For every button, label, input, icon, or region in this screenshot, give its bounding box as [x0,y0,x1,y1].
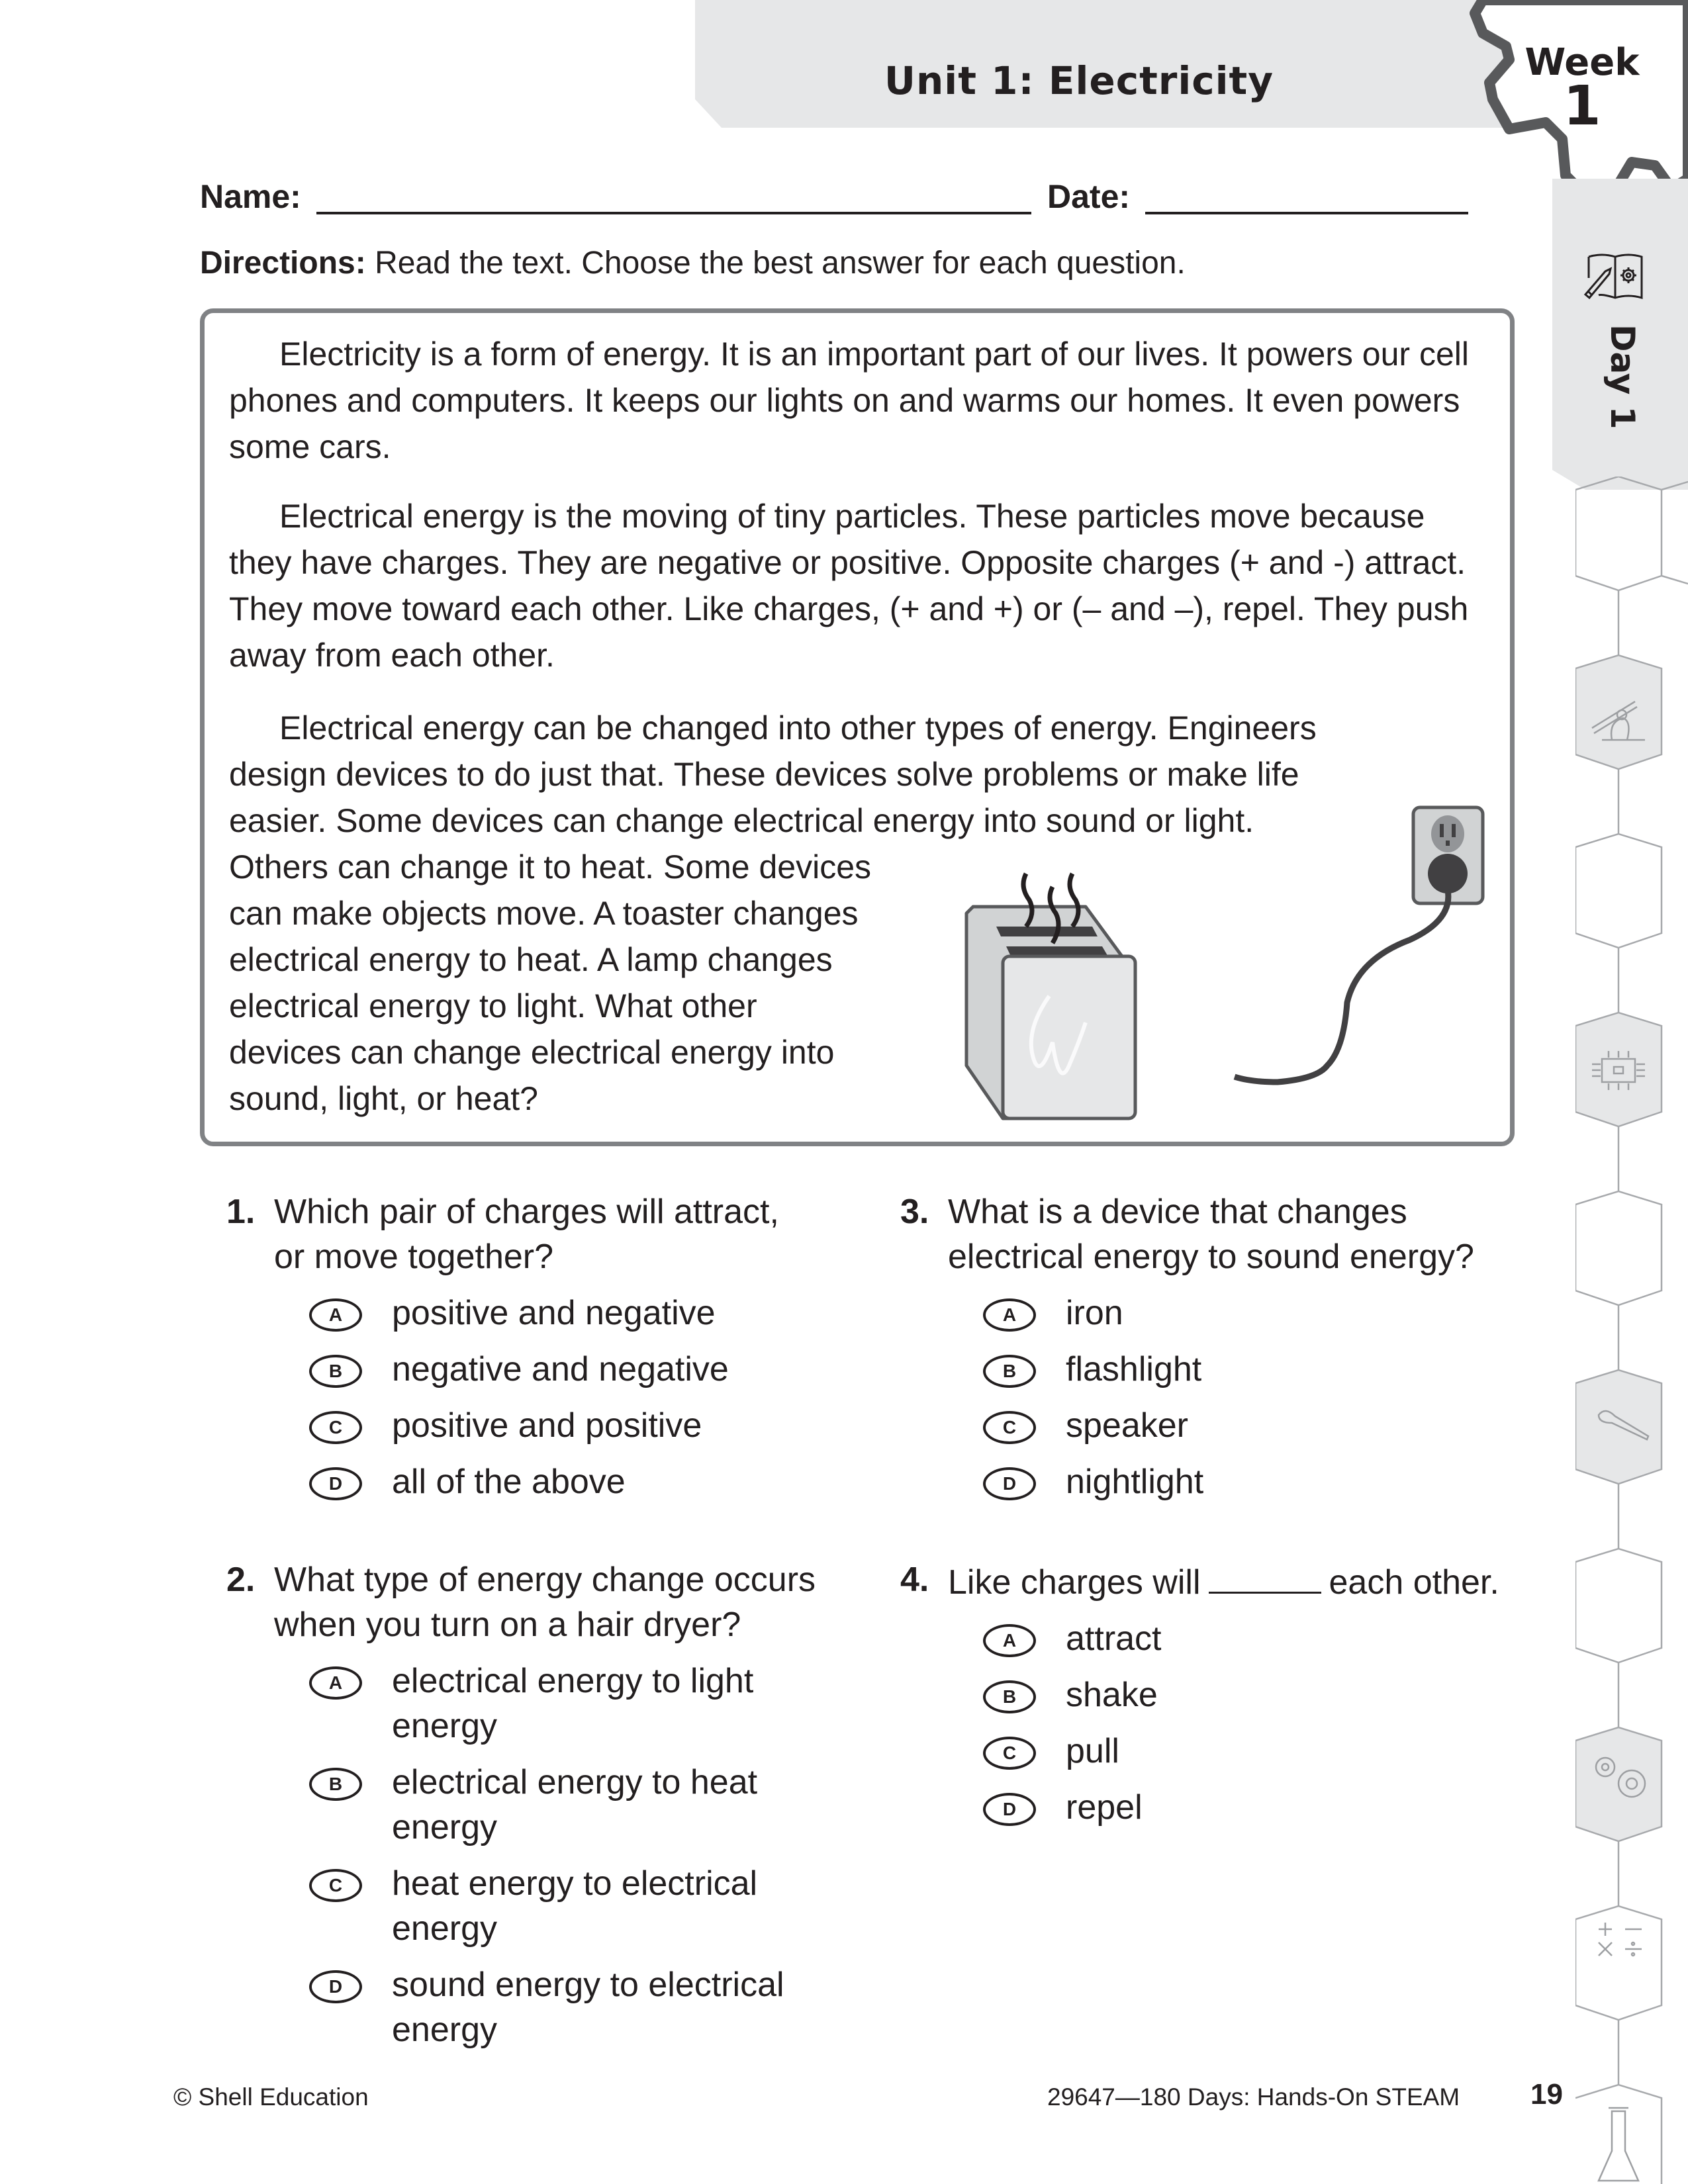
unit-title: Unit 1: Electricity [884,58,1274,103]
directions-label: Directions: [200,246,366,281]
option-text: positive and positive [392,1406,702,1445]
question-number: 3. [900,1193,929,1231]
answer-bubble[interactable]: C [983,1411,1036,1444]
answer-bubble[interactable]: A [983,1298,1036,1332]
answer-bubble[interactable]: C [309,1869,362,1902]
page-number: 19 [1530,2078,1563,2111]
answer-bubble[interactable]: D [309,1970,362,2003]
answer-bubble[interactable]: D [983,1467,1036,1500]
option-text: flashlight [1066,1350,1202,1388]
answer-option-c[interactable] [226,1861,802,1951]
answer-option-c[interactable] [900,1403,1549,1448]
wall-outlet-icon [1413,807,1483,903]
answer-bubble[interactable]: D [309,1467,362,1500]
steam-hexagon-sidebar [1575,477,1688,2184]
answer-option-d[interactable] [226,1962,816,2052]
paragraph-line: sound, light, or heat? [229,1080,538,1117]
fill-in-blank [1209,1557,1321,1594]
answer-bubble[interactable]: A [983,1624,1036,1657]
option-text: sound energy to electrical energy [392,1966,784,2049]
answer-bubble[interactable]: C [983,1737,1036,1770]
question-number: 4. [900,1561,929,1599]
answer-option-b[interactable] [226,1347,875,1392]
answer-option-b[interactable] [900,1672,1549,1717]
answer-bubble[interactable]: A [309,1666,362,1700]
date-label: Date: [1047,178,1131,215]
answer-bubble[interactable]: B [983,1680,1036,1713]
paragraph-line: devices can change electrical energy into [229,1034,835,1071]
week-label: Week [1524,41,1640,84]
paragraph-line: electrical energy to heat. A lamp changes [229,941,833,978]
answer-option-d[interactable] [900,1785,1549,1830]
answer-option-c[interactable] [900,1729,1549,1774]
week-number: 1 [1563,75,1601,138]
answer-bubble[interactable]: C [309,1411,362,1444]
option-text: speaker [1066,1406,1188,1445]
stem-before-blank: Like charges will [948,1563,1201,1602]
question-stem: Which pair of charges will attract, or move together? [274,1193,779,1276]
toaster-illustration [947,804,1496,1122]
answer-option-a[interactable] [226,1291,875,1336]
paragraph-line: can make objects move. A toaster changes [229,895,859,932]
paragraph-line: electrical energy to light. What other [229,987,757,1024]
answer-bubble[interactable]: B [309,1768,362,1801]
answer-option-a[interactable] [226,1659,802,1749]
question-stem [900,1557,1549,1605]
day-label-text: Day 1 [1603,324,1642,430]
question-number: 1. [226,1193,256,1231]
passage-paragraph-1 [229,331,1487,470]
question-number: 2. [226,1561,256,1599]
stem-after-blank: each other. [1329,1563,1499,1602]
option-text: heat energy to electrical energy [392,1864,758,1948]
option-text: attract [1066,1619,1162,1658]
answer-option-a[interactable] [900,1291,1549,1336]
option-text: shake [1066,1676,1158,1714]
option-text: repel [1066,1788,1143,1827]
directions [200,245,1186,281]
answer-option-b[interactable] [226,1760,802,1850]
option-text: nightlight [1066,1463,1204,1501]
name-label: Name: [200,178,301,215]
option-text: all of the above [392,1463,626,1501]
answer-option-d[interactable] [900,1459,1549,1504]
answer-option-b[interactable] [900,1347,1549,1392]
day-label [1575,324,1648,430]
paragraph-text: Electrical energy can be changed into other types of energy. Engineers design devices to do just that. These devices solve problems or make life easier. Some devices can change electrical energy into sound or light. [229,709,1317,839]
footer-book-title: 29647—180 Days: Hands-On STEAM [1047,2083,1460,2111]
passage-paragraph-3-continued [229,844,957,1122]
book-pencil-gear-icon [1579,251,1652,304]
hex-column [1575,477,1688,2184]
option-text: electrical energy to light energy [392,1662,754,1745]
option-text: positive and negative [392,1294,716,1332]
option-text: electrical energy to heat energy [392,1763,758,1846]
paragraph-text: Electricity is a form of energy. It is an important part of our lives. It powers our cell phones and computers. It keeps our lights on and warms our homes. It even powers some cars. [229,336,1469,465]
paragraph-line: Others can change it to heat. Some devices [229,848,871,886]
option-text: negative and negative [392,1350,729,1388]
answer-bubble[interactable]: D [983,1793,1036,1826]
answer-option-a[interactable] [900,1616,1549,1661]
answer-bubble[interactable]: B [309,1355,362,1388]
flask-icon [1599,2108,1638,2181]
question-1 [226,1189,875,1504]
answer-option-c[interactable] [226,1403,875,1448]
paragraph-text: Electrical energy is the moving of tiny particles. These particles move because they have charges. They are negative or positive. Opposite charges (+ and -) attract. They move toward each other. Like charges, (+ and +) or (– and –), repel. They push away from each other. [229,498,1469,674]
question-stem: What type of energy change occurs when you turn on a hair dryer? [274,1561,816,1644]
answer-bubble[interactable]: B [983,1355,1036,1388]
question-stem: What is a device that changes electrical energy to sound energy? [948,1193,1474,1276]
directions-text: Read the text. Choose the best answer for each question. [375,246,1186,281]
question-2 [226,1557,875,2052]
option-text: iron [1066,1294,1123,1332]
date-input-line[interactable] [1145,212,1468,214]
answer-bubble[interactable]: A [309,1298,362,1332]
option-text: pull [1066,1732,1119,1770]
question-4 [900,1557,1549,1830]
math-operators-icon [1599,1923,1642,1956]
footer-copyright: © Shell Education [173,2083,369,2111]
answer-option-d[interactable] [226,1459,875,1504]
name-input-line[interactable] [316,212,1031,214]
passage-paragraph-2 [229,493,1487,678]
question-3 [900,1189,1549,1504]
